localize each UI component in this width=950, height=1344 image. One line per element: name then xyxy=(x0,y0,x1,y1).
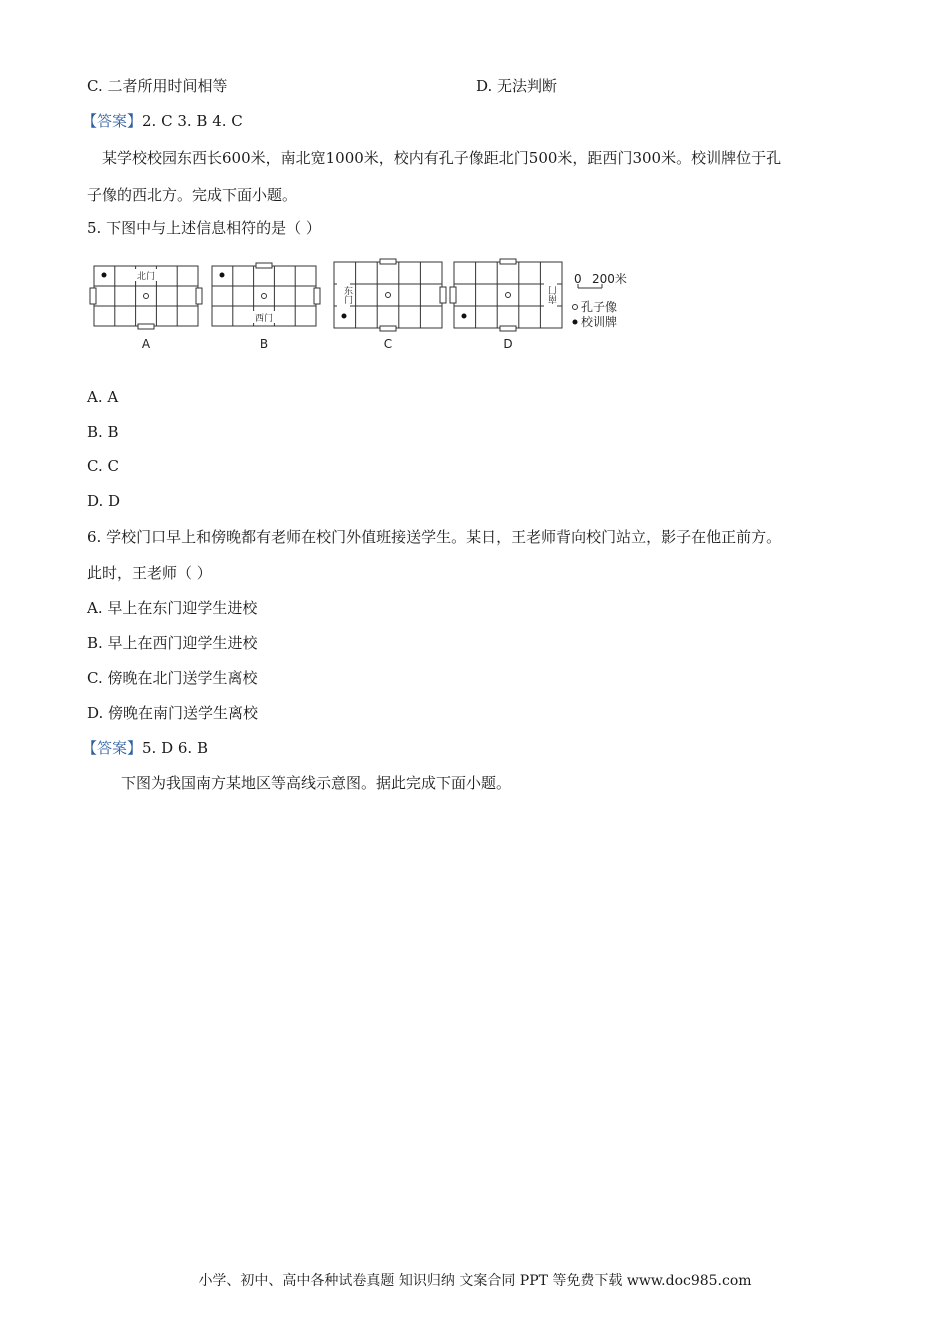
campus-maps-figure xyxy=(88,256,648,356)
map-c-label: C xyxy=(383,337,393,351)
map-d-gate-label: 南门 xyxy=(549,286,559,304)
q5-option-b: B. B xyxy=(87,423,119,441)
map-c-gate-label: 东门 xyxy=(342,286,352,304)
map-d xyxy=(450,259,562,331)
scale-zero: 0 xyxy=(574,272,582,286)
q5-option-c: C. C xyxy=(87,457,119,475)
q5-option-a: A. A xyxy=(87,388,119,406)
passage-1-line-1: 某学校校园东西长600米，南北宽1000米，校内有孔子像距北门500米，距西门300米。校训牌位于孔 xyxy=(102,149,782,167)
legend-statue-label: 孔子像 xyxy=(581,300,618,314)
sign-marker xyxy=(342,314,347,319)
q6-option-b: B. 早上在西门迎学生进校 xyxy=(87,634,258,652)
q6-option-d: D. 傍晚在南门送学生离校 xyxy=(87,704,259,722)
sign-marker xyxy=(220,273,225,278)
q4-option-d: D. 无法判断 xyxy=(476,77,558,95)
statue-marker xyxy=(144,294,149,299)
q4-option-c: C. 二者所用时间相等 xyxy=(87,77,228,95)
sign-marker xyxy=(462,314,467,319)
legend-sign-symbol xyxy=(573,320,578,325)
scale-value: 200米 xyxy=(592,272,627,286)
legend-sign-label: 校训牌 xyxy=(581,315,618,329)
q6-option-c: C. 傍晚在北门送学生离校 xyxy=(87,669,258,687)
statue-marker xyxy=(506,293,511,298)
passage-1-line-2: 子像的西北方。完成下面小题。 xyxy=(87,186,298,204)
legend-statue-symbol xyxy=(573,305,578,310)
map-d-label: D xyxy=(503,337,513,351)
page-footer: 小学、初中、高中各种试卷真题 知识归纳 文案合同 PPT 等免费下载 www.doc985.com xyxy=(198,1273,752,1289)
answer-block-1 xyxy=(82,111,243,131)
q6-option-a: A. 早上在东门迎学生进校 xyxy=(87,599,258,617)
statue-marker xyxy=(262,294,267,299)
answer-text: 5. D 6. B xyxy=(142,739,208,757)
q6-stem-line-1: 6. 学校门口早上和傍晚都有老师在校门外值班接送学生。某日，王老师背向校门站立，影子在他正前方。 xyxy=(87,528,782,546)
map-a-label: A xyxy=(141,337,151,351)
q6-stem-line-2: 此时，王老师（ ） xyxy=(87,564,212,582)
statue-marker xyxy=(386,293,391,298)
map-a-gate-label: 北门 xyxy=(136,272,156,282)
answer-text: 2. C 3. B 4. C xyxy=(142,112,243,130)
answer-tag: 【答案】 xyxy=(82,739,143,757)
map-b-label: B xyxy=(259,337,269,351)
sign-marker xyxy=(102,273,107,278)
map-b-gate-label: 西门 xyxy=(254,314,274,324)
answer-tag: 【答案】 xyxy=(82,112,143,130)
q5-option-d: D. D xyxy=(87,492,121,510)
passage-2: 下图为我国南方某地区等高线示意图。据此完成下面小题。 xyxy=(121,774,512,792)
q5-stem: 5. 下图中与上述信息相符的是（ ） xyxy=(87,219,321,237)
answer-block-2 xyxy=(82,738,208,758)
